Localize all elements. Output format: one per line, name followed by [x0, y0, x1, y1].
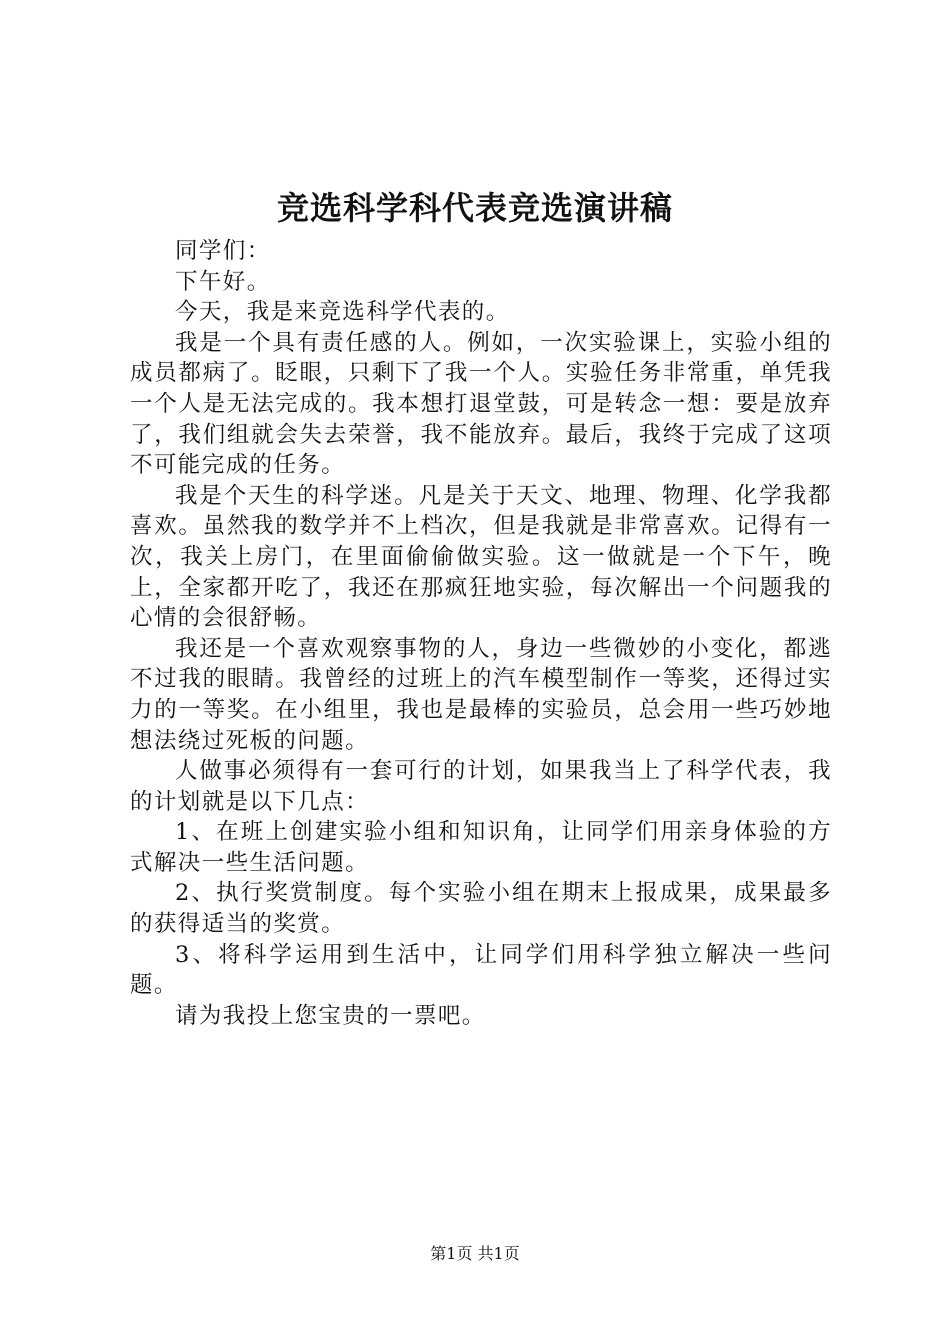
plan-item-2: 2、执行奖赏制度。每个实验小组在期末上报成果，成果最多的获得适当的奖赏。 [130, 880, 832, 938]
plan-item-3: 3、将科学运用到生活中，让同学们用科学独立解决一些问题。 [130, 941, 832, 999]
page-footer: 第1页 共1页 [430, 1244, 520, 1263]
document-title: 竞选科学科代表竞选演讲稿 [276, 189, 673, 227]
science-fan-paragraph: 我是个天生的科学迷。凡是关于天文、地理、物理、化学我都喜欢。虽然我的数学并不上档次，但是我就是非常喜欢。记得有一次，我关上房门，在里面偷偷做实验。这一做就是一个下午，晚上，全家都开吃了，我还在那疯狂地实验，每次解出一个问题我的心情的会很舒畅。 [130, 482, 832, 632]
intro-paragraph: 今天，我是来竞选科学代表的。 [175, 299, 510, 326]
plan-item-1: 1、在班上创建实验小组和知识角，让同学们用亲身体验的方式解决一些生活问题。 [130, 819, 832, 876]
plan-intro-paragraph: 人做事必须得有一套可行的计划，如果我当上了科学代表，我的计划就是以下几点： [130, 758, 832, 815]
document-body [130, 236, 832, 1031]
closing-paragraph: 请为我投上您宝贵的一票吧。 [175, 1002, 486, 1029]
greeting-paragraph: 同学们： [175, 238, 271, 264]
observation-paragraph: 我还是一个喜欢观察事物的人，身边一些微妙的小变化，都逃不过我的眼睛。我曾经的过班上的汽车模型制作一等奖，还得过实力的一等奖。在小组里，我也是最棒的实验员，总会用一些巧妙地想法绕过死板的问题。 [130, 635, 832, 754]
salutation-paragraph: 下午好。 [175, 268, 271, 295]
responsibility-paragraph: 我是一个具有责任感的人。例如，一次实验课上，实验小组的成员都病了。眨眼，只剩下了我一个人。实验任务非常重，单凭我一个人是无法完成的。我本想打退堂鼓，可是转念一想：要是放弃了，我们组就会失去荣誉，我不能放弃。最后，我终于完成了这项不可能完成的任务。 [130, 329, 832, 479]
